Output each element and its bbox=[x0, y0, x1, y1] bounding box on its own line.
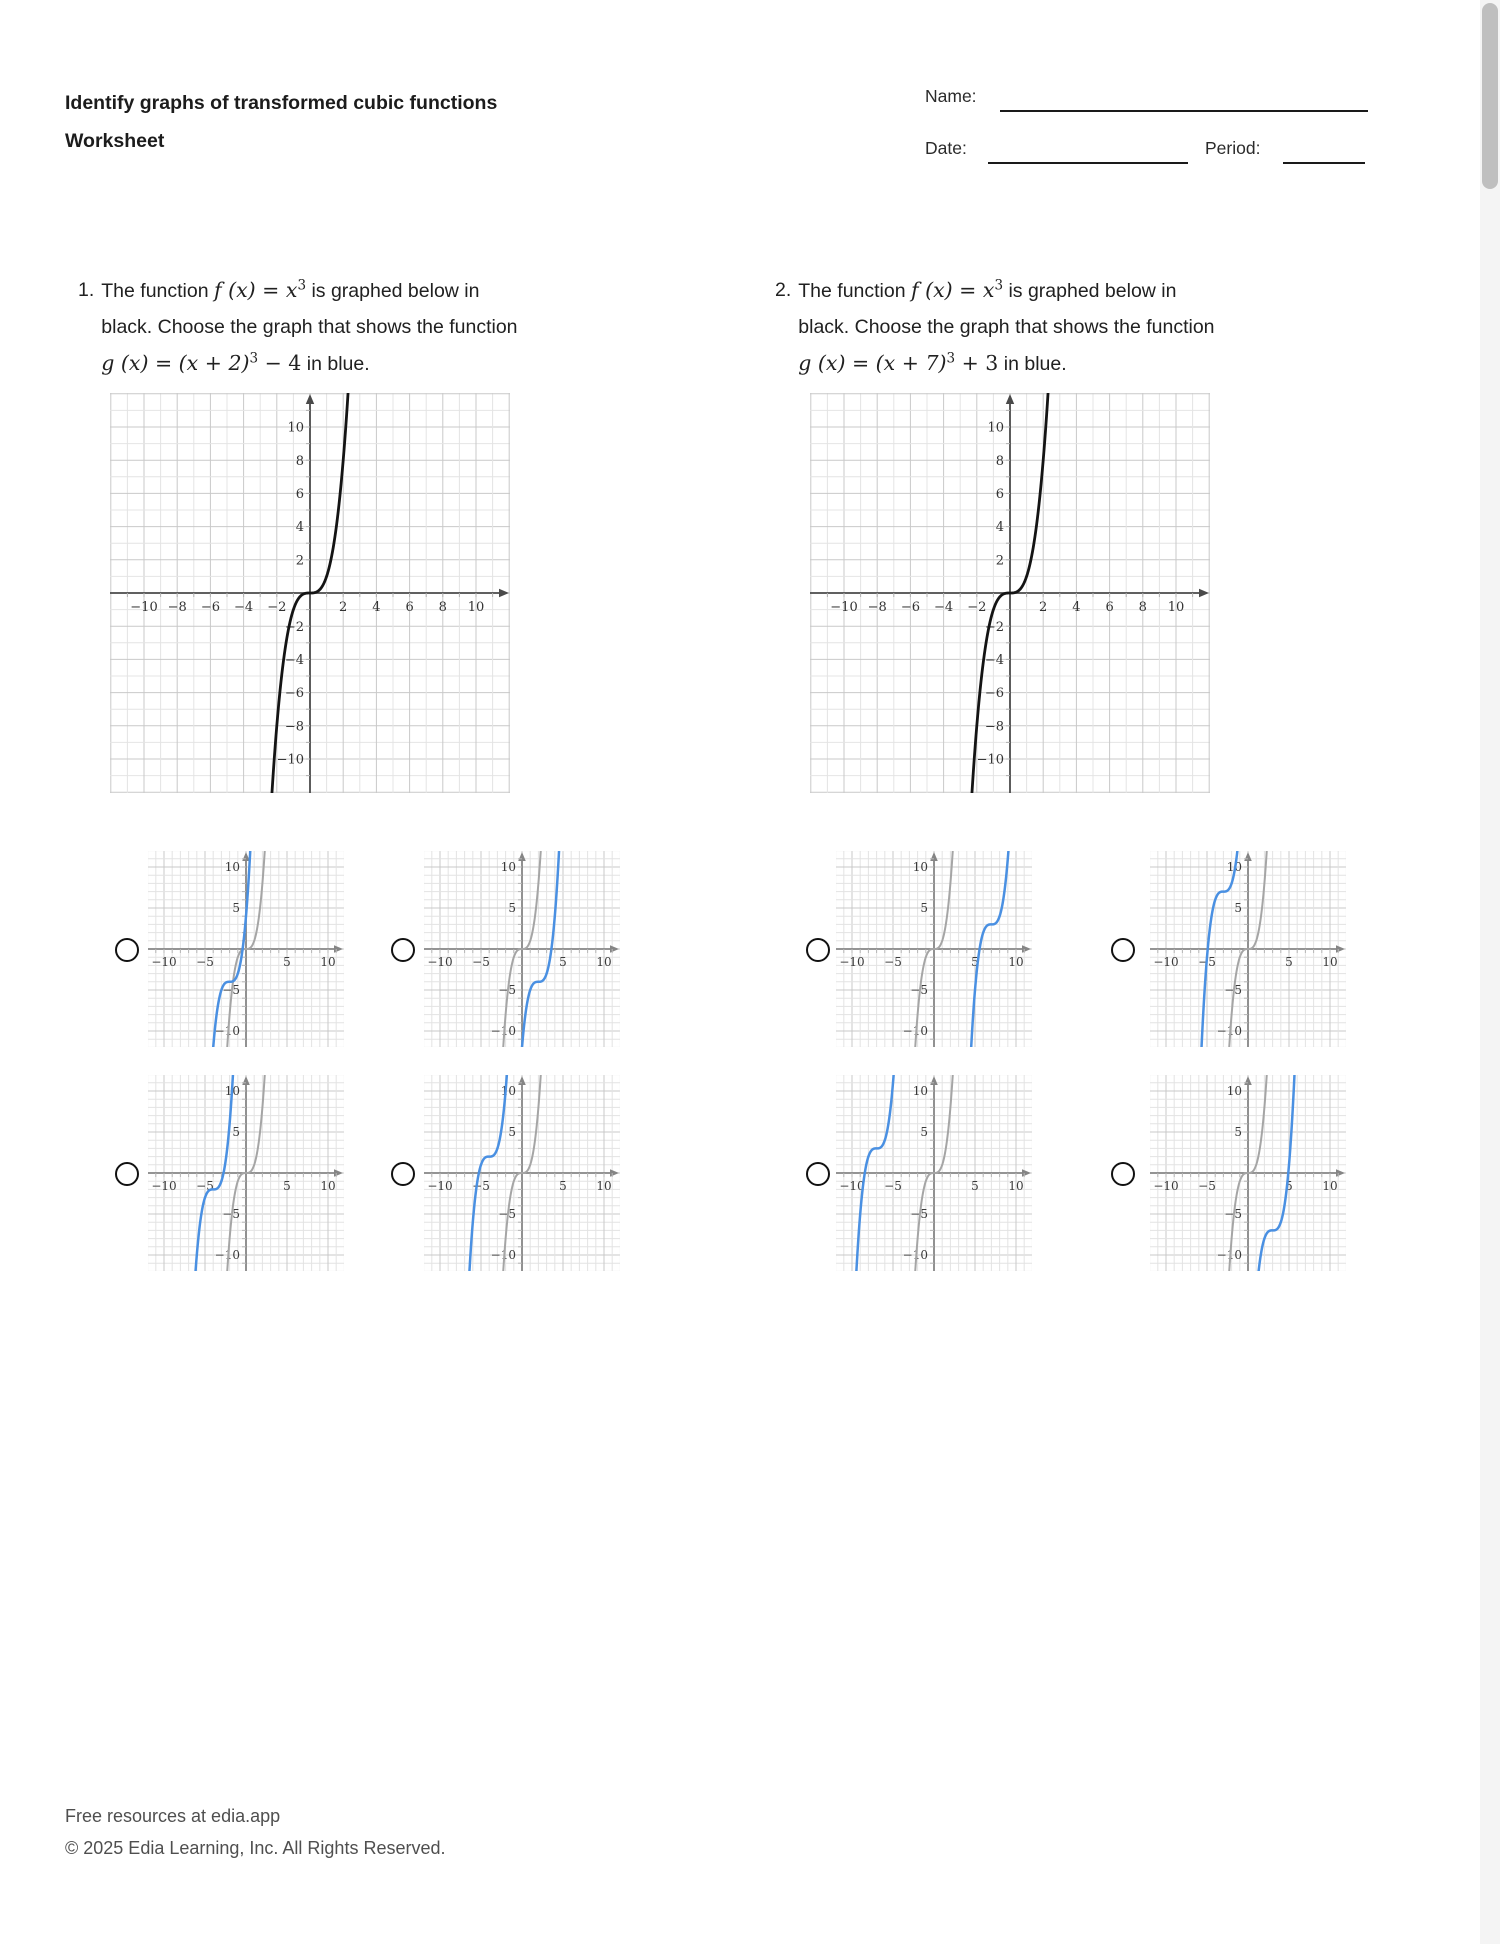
svg-text:2: 2 bbox=[995, 553, 1004, 569]
svg-text:−10: −10 bbox=[490, 1248, 516, 1263]
svg-text:−6: −6 bbox=[200, 600, 220, 615]
question-2-line-3: g $(x) = (x + 7)^3 + 3$ in blue. bbox=[798, 350, 1067, 375]
svg-text:8: 8 bbox=[995, 453, 1004, 469]
svg-text:5: 5 bbox=[508, 901, 516, 916]
math-g-of-x: g (x) = (x + 7) bbox=[798, 351, 947, 375]
svg-text:−6: −6 bbox=[284, 686, 304, 702]
svg-text:5: 5 bbox=[920, 1125, 928, 1140]
svg-text:5: 5 bbox=[232, 901, 240, 916]
name-blank-line bbox=[1000, 88, 1368, 112]
question-2-number: 2. bbox=[775, 279, 792, 301]
svg-text:−4: −4 bbox=[934, 600, 954, 615]
svg-text:−4: −4 bbox=[234, 600, 254, 615]
svg-text:−2: −2 bbox=[967, 600, 987, 615]
svg-text:−4: −4 bbox=[284, 652, 304, 668]
svg-text:−10: −10 bbox=[1153, 1179, 1179, 1193]
svg-text:−8: −8 bbox=[284, 719, 304, 735]
question-1-number: 1. bbox=[78, 279, 95, 301]
question-2-line-1: The function f $(x) = x^3$ is graphed below in bbox=[798, 277, 1177, 302]
date-blank-line bbox=[988, 140, 1188, 164]
svg-text:−5: −5 bbox=[498, 1207, 516, 1222]
svg-text:5: 5 bbox=[971, 955, 979, 969]
svg-text:−10: −10 bbox=[427, 1179, 453, 1193]
scrollbar-track[interactable] bbox=[1480, 0, 1500, 1944]
worksheet-title bbox=[65, 84, 497, 160]
name-label: Name: bbox=[925, 86, 977, 106]
svg-text:−6: −6 bbox=[984, 686, 1004, 702]
question-1-main-graph bbox=[110, 393, 510, 798]
svg-text:−10: −10 bbox=[830, 600, 858, 615]
svg-text:−5: −5 bbox=[1224, 1207, 1242, 1222]
svg-text:−4: −4 bbox=[984, 652, 1004, 668]
question-1-option-b-graph bbox=[424, 851, 620, 1052]
svg-text:10: 10 bbox=[1008, 1179, 1024, 1193]
question-2-main-graph bbox=[810, 393, 1210, 798]
svg-text:8: 8 bbox=[1138, 600, 1147, 615]
question-1-option-a-graph bbox=[148, 851, 344, 1052]
svg-text:6: 6 bbox=[995, 486, 1004, 502]
svg-text:−10: −10 bbox=[1216, 1024, 1242, 1039]
svg-text:−10: −10 bbox=[1153, 955, 1179, 969]
svg-text:8: 8 bbox=[295, 453, 304, 469]
page-footer bbox=[65, 1800, 445, 1864]
svg-text:−2: −2 bbox=[984, 619, 1004, 635]
svg-text:6: 6 bbox=[295, 486, 304, 502]
svg-text:10: 10 bbox=[1322, 1179, 1338, 1193]
question-2-option-d-graph bbox=[1150, 1075, 1346, 1276]
svg-text:10: 10 bbox=[1226, 1084, 1242, 1099]
svg-text:5: 5 bbox=[971, 1179, 979, 1193]
question-2-option-a-graph bbox=[836, 851, 1032, 1052]
period-blank-line bbox=[1283, 140, 1365, 164]
svg-text:6: 6 bbox=[405, 600, 414, 615]
svg-text:10: 10 bbox=[320, 955, 336, 969]
svg-text:−5: −5 bbox=[910, 1207, 928, 1222]
question-1-option-b-radio[interactable] bbox=[391, 938, 415, 962]
svg-text:−5: −5 bbox=[472, 955, 490, 969]
svg-text:−8: −8 bbox=[867, 600, 887, 615]
svg-text:−8: −8 bbox=[984, 719, 1004, 735]
question-2-option-c-graph bbox=[836, 1075, 1032, 1276]
svg-text:−5: −5 bbox=[222, 983, 240, 998]
svg-text:10: 10 bbox=[1322, 955, 1338, 969]
svg-text:5: 5 bbox=[559, 1179, 567, 1193]
svg-text:−10: −10 bbox=[839, 1179, 865, 1193]
svg-text:10: 10 bbox=[320, 1179, 336, 1193]
svg-text:10: 10 bbox=[224, 860, 240, 875]
svg-text:−5: −5 bbox=[1198, 955, 1216, 969]
question-2 bbox=[775, 272, 1335, 382]
svg-text:−5: −5 bbox=[222, 1207, 240, 1222]
svg-text:4: 4 bbox=[372, 600, 381, 615]
math-g-of-x: g (x) = (x + 2) bbox=[101, 351, 250, 375]
svg-text:−5: −5 bbox=[196, 955, 214, 969]
svg-text:−10: −10 bbox=[276, 752, 304, 768]
svg-text:10: 10 bbox=[287, 420, 304, 436]
question-1-option-a-radio[interactable] bbox=[115, 938, 139, 962]
question-2-option-c-radio[interactable] bbox=[806, 1162, 830, 1186]
svg-text:10: 10 bbox=[596, 955, 612, 969]
question-1-option-d-graph bbox=[424, 1075, 620, 1276]
svg-text:2: 2 bbox=[295, 553, 304, 569]
svg-text:10: 10 bbox=[224, 1084, 240, 1099]
question-2-option-d-radio[interactable] bbox=[1111, 1162, 1135, 1186]
svg-text:5: 5 bbox=[508, 1125, 516, 1140]
svg-text:10: 10 bbox=[467, 600, 485, 615]
svg-text:−10: −10 bbox=[130, 600, 158, 615]
question-1-option-c-graph bbox=[148, 1075, 344, 1276]
svg-text:10: 10 bbox=[1008, 955, 1024, 969]
question-1-line-3: g $(x) = (x + 2)^3 - 4$ in blue. bbox=[101, 350, 370, 375]
svg-text:10: 10 bbox=[596, 1179, 612, 1193]
svg-text:2: 2 bbox=[1039, 600, 1048, 615]
svg-text:10: 10 bbox=[912, 1084, 928, 1099]
title-line-1: Identify graphs of transformed cubic functions bbox=[65, 92, 498, 114]
svg-text:5: 5 bbox=[1285, 955, 1293, 969]
question-1-line-2: black. Choose the graph that shows the function bbox=[101, 316, 518, 338]
svg-text:4: 4 bbox=[1072, 600, 1081, 615]
scrollbar-thumb[interactable] bbox=[1482, 3, 1498, 189]
svg-text:2: 2 bbox=[339, 600, 348, 615]
svg-text:−10: −10 bbox=[490, 1024, 516, 1039]
question-1-option-d-radio[interactable] bbox=[391, 1162, 415, 1186]
svg-text:10: 10 bbox=[500, 1084, 516, 1099]
svg-text:10: 10 bbox=[987, 420, 1004, 436]
period-label: Period: bbox=[1205, 138, 1261, 158]
question-1-line-1: The function f $(x) = x^3$ is graphed below in bbox=[101, 277, 480, 302]
question-1-option-c-radio[interactable] bbox=[115, 1162, 139, 1186]
question-2-option-a-radio[interactable] bbox=[806, 938, 830, 962]
svg-text:10: 10 bbox=[912, 860, 928, 875]
svg-text:−10: −10 bbox=[839, 955, 865, 969]
svg-text:10: 10 bbox=[500, 860, 516, 875]
svg-text:5: 5 bbox=[232, 1125, 240, 1140]
footer-line-2: © 2025 Edia Learning, Inc. All Rights Reserved. bbox=[65, 1838, 446, 1858]
svg-text:−2: −2 bbox=[267, 600, 287, 615]
question-2-line-2: black. Choose the graph that shows the function bbox=[798, 316, 1215, 338]
title-line-2: Worksheet bbox=[65, 130, 165, 152]
question-2-option-b-graph bbox=[1150, 851, 1346, 1052]
svg-text:8: 8 bbox=[438, 600, 447, 615]
svg-text:−10: −10 bbox=[214, 1248, 240, 1263]
svg-text:−5: −5 bbox=[884, 1179, 902, 1193]
svg-text:5: 5 bbox=[1234, 901, 1242, 916]
svg-text:−5: −5 bbox=[472, 1179, 490, 1193]
question-1 bbox=[78, 272, 638, 382]
math-f-of-x: f (x) = x bbox=[214, 278, 298, 302]
math-f-of-x: f (x) = x bbox=[911, 278, 995, 302]
svg-text:5: 5 bbox=[283, 1179, 291, 1193]
svg-text:−10: −10 bbox=[151, 1179, 177, 1193]
svg-text:4: 4 bbox=[995, 520, 1004, 536]
svg-text:−5: −5 bbox=[498, 983, 516, 998]
svg-text:5: 5 bbox=[283, 955, 291, 969]
svg-text:5: 5 bbox=[559, 955, 567, 969]
svg-text:−10: −10 bbox=[1216, 1248, 1242, 1263]
svg-text:−8: −8 bbox=[167, 600, 187, 615]
svg-text:−5: −5 bbox=[1224, 983, 1242, 998]
svg-text:−5: −5 bbox=[884, 955, 902, 969]
svg-text:−10: −10 bbox=[214, 1024, 240, 1039]
svg-text:10: 10 bbox=[1226, 860, 1242, 875]
svg-text:−10: −10 bbox=[902, 1024, 928, 1039]
question-2-option-b-radio[interactable] bbox=[1111, 938, 1135, 962]
svg-text:−6: −6 bbox=[900, 600, 920, 615]
svg-text:5: 5 bbox=[1234, 1125, 1242, 1140]
svg-text:−2: −2 bbox=[284, 619, 304, 635]
svg-text:10: 10 bbox=[1167, 600, 1185, 615]
svg-text:−10: −10 bbox=[976, 752, 1004, 768]
svg-text:−5: −5 bbox=[1198, 1179, 1216, 1193]
svg-text:−5: −5 bbox=[910, 983, 928, 998]
svg-text:−10: −10 bbox=[151, 955, 177, 969]
svg-text:5: 5 bbox=[1285, 1179, 1293, 1193]
date-label: Date: bbox=[925, 138, 967, 158]
svg-text:4: 4 bbox=[295, 520, 304, 536]
svg-text:6: 6 bbox=[1105, 600, 1114, 615]
svg-text:−10: −10 bbox=[427, 955, 453, 969]
footer-line-1: Free resources at edia.app bbox=[65, 1806, 281, 1826]
svg-text:−5: −5 bbox=[196, 1179, 214, 1193]
svg-text:5: 5 bbox=[920, 901, 928, 916]
svg-text:−10: −10 bbox=[902, 1248, 928, 1263]
